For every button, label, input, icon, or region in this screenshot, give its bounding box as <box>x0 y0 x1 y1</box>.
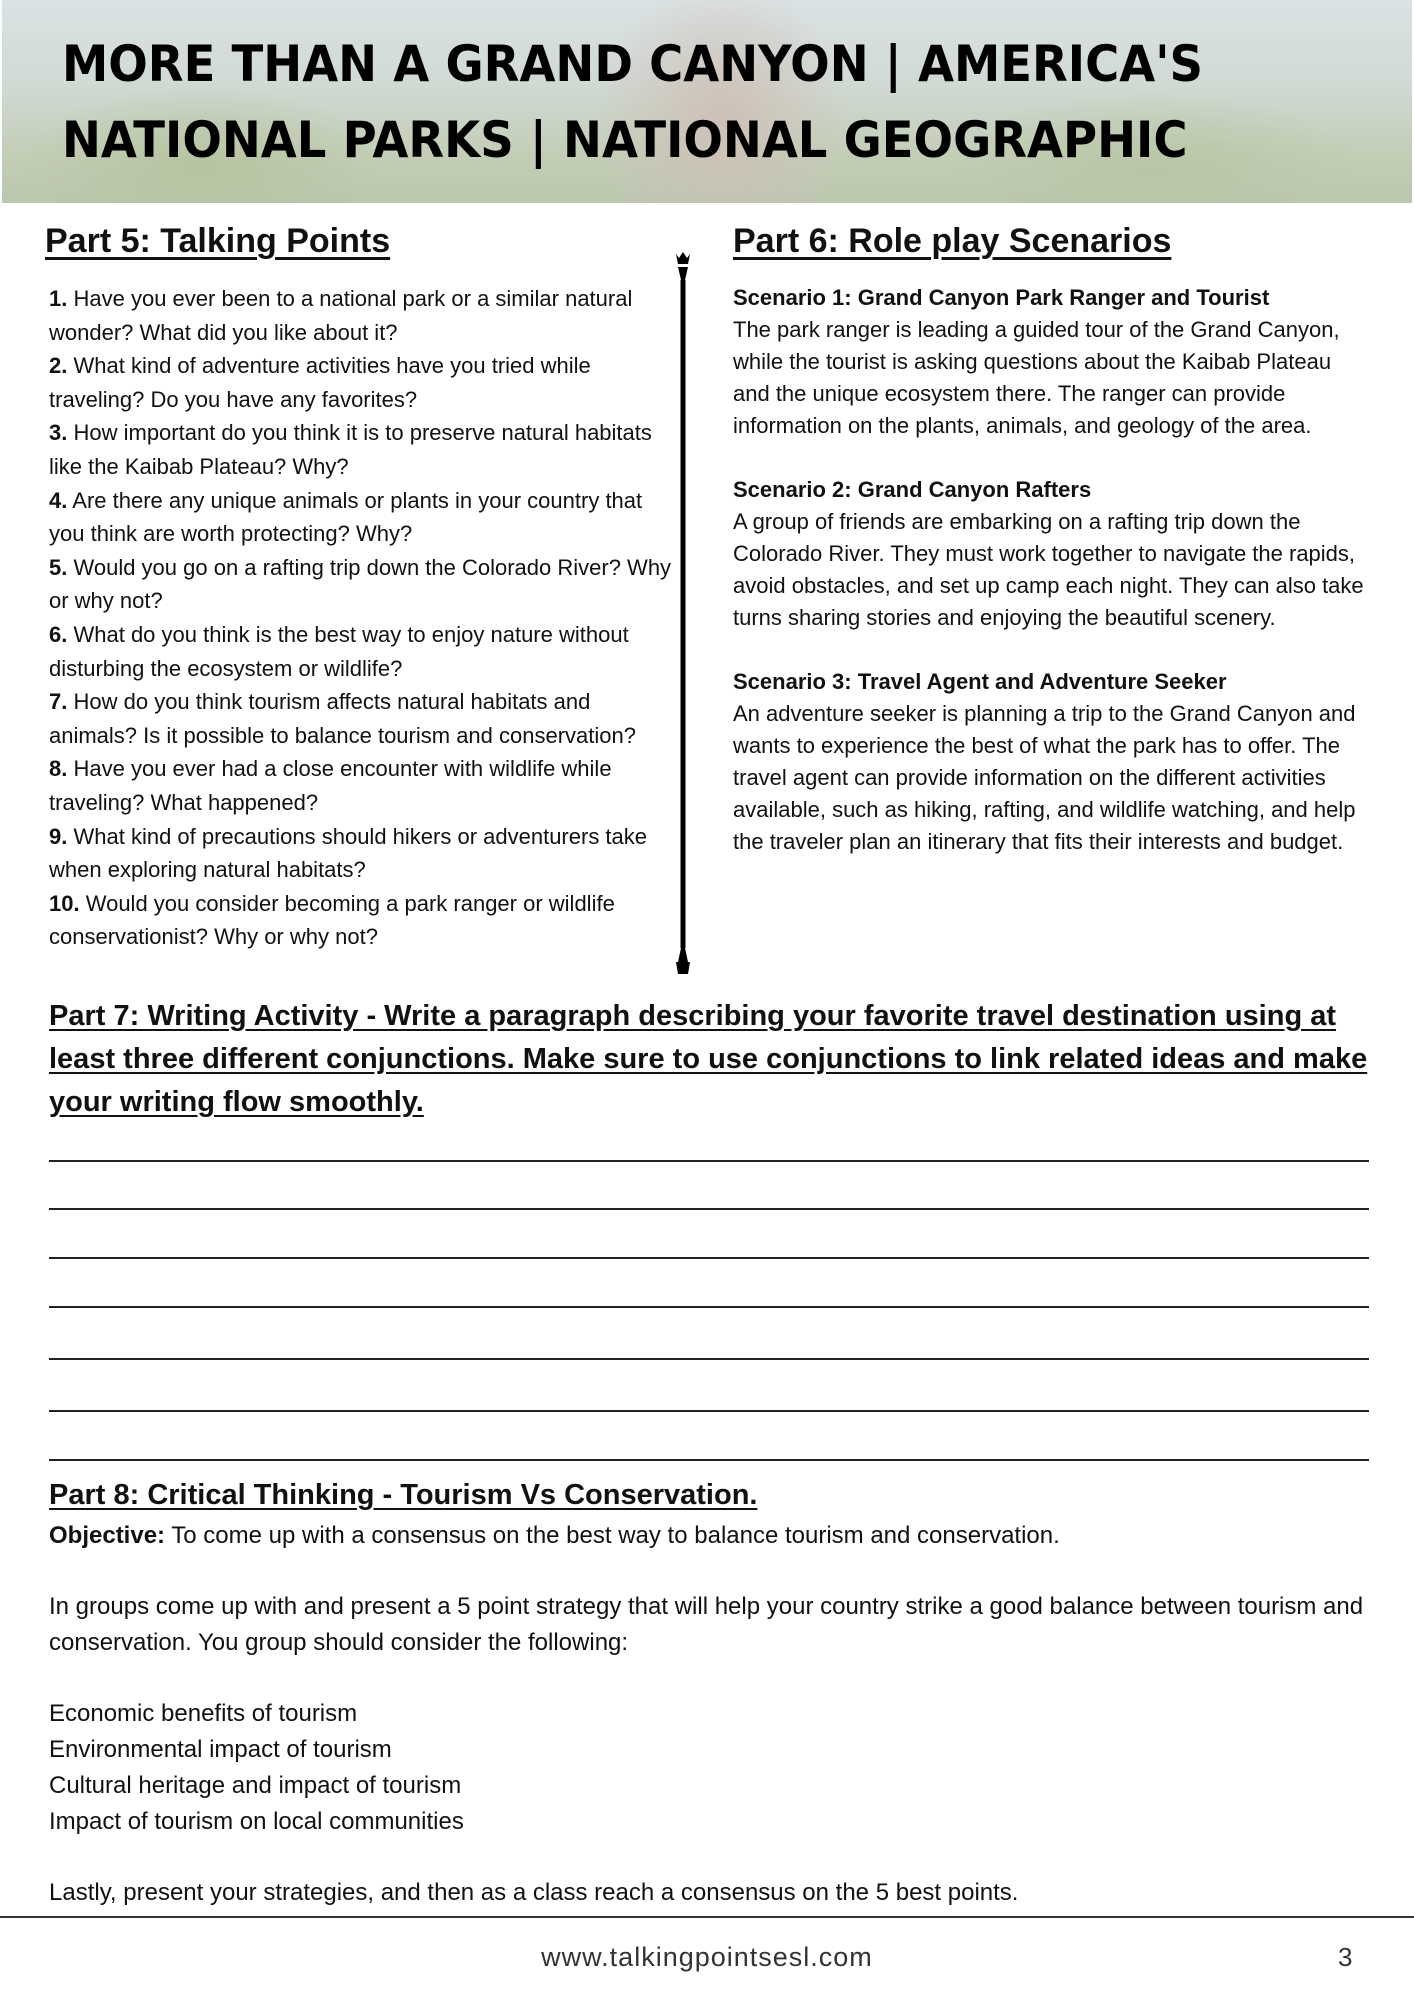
scenario-2 <box>733 474 1373 634</box>
talking-points-list <box>49 282 674 954</box>
item-number: 6. <box>49 621 68 647</box>
talking-point-item <box>49 282 674 349</box>
title-line-2: NATIONAL PARKS | NATIONAL GEOGRAPHIC <box>62 111 1188 169</box>
talking-point-item <box>49 484 674 551</box>
page-title <box>62 26 1203 178</box>
item-text: How do you think tourism affects natural habitats and animals? Is it possible to balance tourism and conservation? <box>49 689 636 748</box>
item-text: What kind of adventure activities have you tried while traveling? Do you have any favorites? <box>49 353 591 412</box>
closing-text: Lastly, present your strategies, and then as a class reach a consensus on the 5 best points. <box>49 1878 1019 1906</box>
title-line-1: MORE THAN A GRAND CANYON | AMERICA'S <box>62 35 1203 93</box>
column-divider-icon <box>675 250 691 976</box>
part7-heading: Part 7: Writing Activity - Write a paragraph describing your favorite travel destination using at least three different conjunctions. Make sure to use conjunctions to link related ideas and make your writing flow smoothly. <box>49 1000 1368 1118</box>
item-text: Are there any unique animals or plants in your country that you think are worth protecting? Why? <box>49 487 643 547</box>
talking-point-item <box>49 752 674 819</box>
item-number: 7. <box>49 689 68 715</box>
writing-line[interactable] <box>49 1257 1369 1259</box>
objective-text: To come up with a consensus on the best way to balance tourism and conservation. <box>165 1522 1060 1549</box>
scenarios <box>733 282 1373 890</box>
objective-label: Objective: <box>49 1522 166 1549</box>
writing-line[interactable] <box>49 1410 1369 1412</box>
item-text: Have you ever been to a national park or a similar natural wonder? What did you like about it? <box>49 286 633 345</box>
item-text: Would you consider becoming a park ranger or wildlife conservationist? Why or why not? <box>49 890 615 950</box>
item-number: 10. <box>49 890 80 916</box>
page-number: 3 <box>1338 1942 1353 1972</box>
part5-heading: Part 5: Talking Points <box>45 222 391 260</box>
talking-point-item <box>49 887 674 954</box>
scenario-3 <box>733 666 1373 858</box>
writing-line[interactable] <box>49 1459 1369 1461</box>
talking-point-item <box>49 820 674 887</box>
item-text: What kind of precautions should hikers or adventurers take when exploring natural habitats? <box>49 823 648 883</box>
talking-point-item <box>49 551 674 618</box>
talking-point-item <box>49 685 674 752</box>
scenario-text: An adventure seeker is planning a trip to the Grand Canyon and wants to experience the best of what the park has to offer. The travel agent can provide information on the different activities available, such as hiking, rafting, and wildlife watching, and help the traveler plan an itinerary that fits their interests and budget. <box>733 701 1356 854</box>
item-number: 3. <box>49 420 68 446</box>
consideration-item: Environmental impact of tourism <box>49 1736 392 1764</box>
objective <box>49 1518 1389 1554</box>
item-number: 4. <box>49 487 68 513</box>
item-text: Would you go on a rafting trip down the Colorado River? Why or why not? <box>49 554 672 614</box>
footer-divider <box>0 1916 1414 1918</box>
item-text: What do you think is the best way to enjoy nature without disturbing the ecosystem or wildlife? <box>49 621 629 681</box>
item-number: 5. <box>49 554 68 580</box>
scenario-title: Scenario 2: Grand Canyon Rafters <box>733 477 1092 502</box>
item-number: 9. <box>49 823 68 849</box>
writing-line[interactable] <box>49 1358 1369 1360</box>
scenario-text: The park ranger is leading a guided tour of the Grand Canyon, while the tourist is asking questions about the Kaibab Plateau and the unique ecosystem there. The ranger can provide information on the plants, animals, and geology of the area. <box>733 317 1340 438</box>
consideration-item: Cultural heritage and impact of tourism <box>49 1771 462 1799</box>
item-number: 2. <box>49 353 68 379</box>
writing-line[interactable] <box>49 1160 1369 1162</box>
scenario-1 <box>733 282 1373 442</box>
talking-point-item <box>49 416 674 483</box>
footer-website[interactable]: www.talkingpointsesl.com <box>541 1942 873 1972</box>
scenario-title: Scenario 1: Grand Canyon Park Ranger and Tourist <box>733 285 1270 310</box>
scenario-text: A group of friends are embarking on a rafting trip down the Colorado River. They must work together to navigate the rapids, avoid obstacles, and set up camp each night. They can also take turns sharing stories and enjoying the beautiful scenery. <box>733 509 1364 630</box>
talking-point-item <box>49 618 674 685</box>
item-text: How important do you think it is to preserve natural habitats like the Kaibab Plateau? Why? <box>49 420 652 479</box>
part8-heading: Part 8: Critical Thinking - Tourism Vs Conservation. <box>49 1479 758 1511</box>
scenario-title: Scenario 3: Travel Agent and Adventure Seeker <box>733 669 1227 694</box>
header-banner <box>2 0 1412 203</box>
part6-heading: Part 6: Role play Scenarios <box>733 222 1172 260</box>
writing-line[interactable] <box>49 1306 1369 1308</box>
part8-body <box>49 1518 1389 1911</box>
consideration-item: Economic benefits of tourism <box>49 1700 358 1728</box>
consideration-item: Impact of tourism on local communities <box>49 1807 464 1835</box>
instructions: In groups come up with and present a 5 point strategy that will help your country strike a good balance between tourism and conservation. You group should consider the following: <box>49 1593 1364 1657</box>
talking-point-item <box>49 349 674 416</box>
item-number: 8. <box>49 756 68 782</box>
item-text: Have you ever had a close encounter with wildlife while traveling? What happened? <box>49 756 612 815</box>
writing-line[interactable] <box>49 1208 1369 1210</box>
item-number: 1. <box>49 286 68 311</box>
